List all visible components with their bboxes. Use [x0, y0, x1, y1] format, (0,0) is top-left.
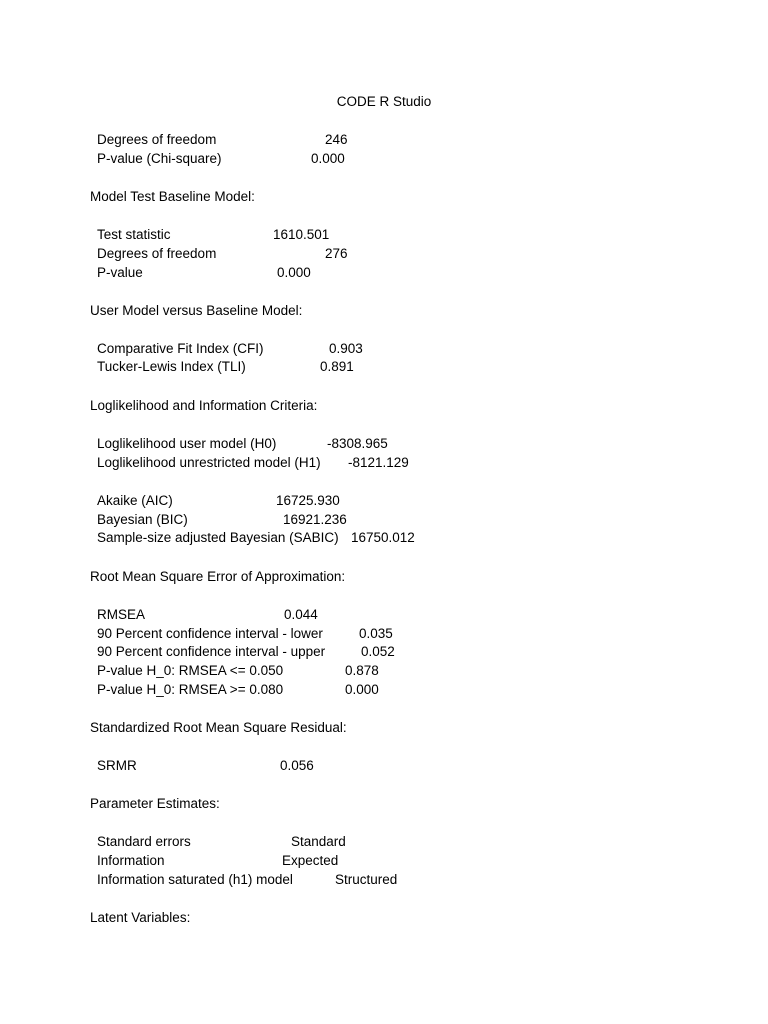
cfi-value: 0.903: [329, 341, 363, 356]
loglik-h1-value: -8121.129: [348, 455, 409, 470]
pvalue-rmsea-050-label: P-value H_0: RMSEA <= 0.050: [97, 663, 284, 678]
baseline-df-label: Degrees of freedom: [97, 246, 217, 261]
ci-lower-label: 90 Percent confidence interval - lower: [97, 626, 323, 641]
information-label: Information: [97, 853, 165, 868]
std-errors-value: Standard: [291, 834, 346, 849]
ci-upper-value: 0.052: [361, 644, 395, 659]
tli-value: 0.891: [320, 359, 354, 374]
rmsea-heading: Root Mean Square Error of Approximation:: [90, 569, 346, 584]
baseline-test-stat-label: Test statistic: [97, 227, 171, 242]
loglik-h0-label: Loglikelihood user model (H0): [97, 436, 277, 451]
sabic-value: 16750.012: [351, 530, 415, 545]
srmr-value: 0.056: [280, 758, 314, 773]
srmr-heading: Standardized Root Mean Square Residual:: [90, 720, 347, 735]
params-heading: Parameter Estimates:: [90, 796, 220, 811]
pvalue-rmsea-050-value: 0.878: [345, 663, 379, 678]
pvalue-rmsea-080-label: P-value H_0: RMSEA >= 0.080: [97, 682, 284, 697]
ci-lower-value: 0.035: [359, 626, 393, 641]
baseline-test-stat-value: 1610.501: [273, 227, 330, 242]
rmsea-label: RMSEA: [97, 607, 146, 622]
loglik-heading: Loglikelihood and Information Criteria:: [90, 398, 318, 413]
std-errors-label: Standard errors: [97, 834, 191, 849]
df-value: 246: [325, 132, 348, 147]
pvalue-chisq-value: 0.000: [311, 151, 345, 166]
page-title: CODE R Studio: [336, 94, 432, 109]
loglik-h1-label: Loglikelihood unrestricted model (H1): [97, 455, 321, 470]
bic-label: Bayesian (BIC): [97, 512, 188, 527]
pvalue-rmsea-080-value: 0.000: [345, 682, 379, 697]
rmsea-value: 0.044: [284, 607, 318, 622]
latent-heading: Latent Variables:: [90, 910, 191, 925]
information-value: Expected: [282, 853, 339, 868]
cfi-label: Comparative Fit Index (CFI): [97, 341, 264, 356]
user-vs-baseline-heading: User Model versus Baseline Model:: [90, 303, 303, 318]
baseline-pvalue-value: 0.000: [277, 265, 311, 280]
bic-value: 16921.236: [283, 512, 347, 527]
pvalue-chisq-label: P-value (Chi-square): [97, 151, 222, 166]
loglik-h0-value: -8308.965: [327, 436, 388, 451]
aic-value: 16725.930: [276, 493, 340, 508]
aic-label: Akaike (AIC): [97, 493, 173, 508]
srmr-label: SRMR: [97, 758, 137, 773]
baseline-heading: Model Test Baseline Model:: [90, 189, 255, 204]
baseline-pvalue-label: P-value: [97, 265, 143, 280]
ci-upper-label: 90 Percent confidence interval - upper: [97, 644, 326, 659]
info-saturated-label: Information saturated (h1) model: [97, 872, 293, 887]
df-label: Degrees of freedom: [97, 132, 217, 147]
tli-label: Tucker-Lewis Index (TLI): [97, 359, 246, 374]
info-saturated-value: Structured: [335, 872, 398, 887]
baseline-df-value: 276: [325, 246, 348, 261]
sabic-label: Sample-size adjusted Bayesian (SABIC): [97, 530, 339, 545]
